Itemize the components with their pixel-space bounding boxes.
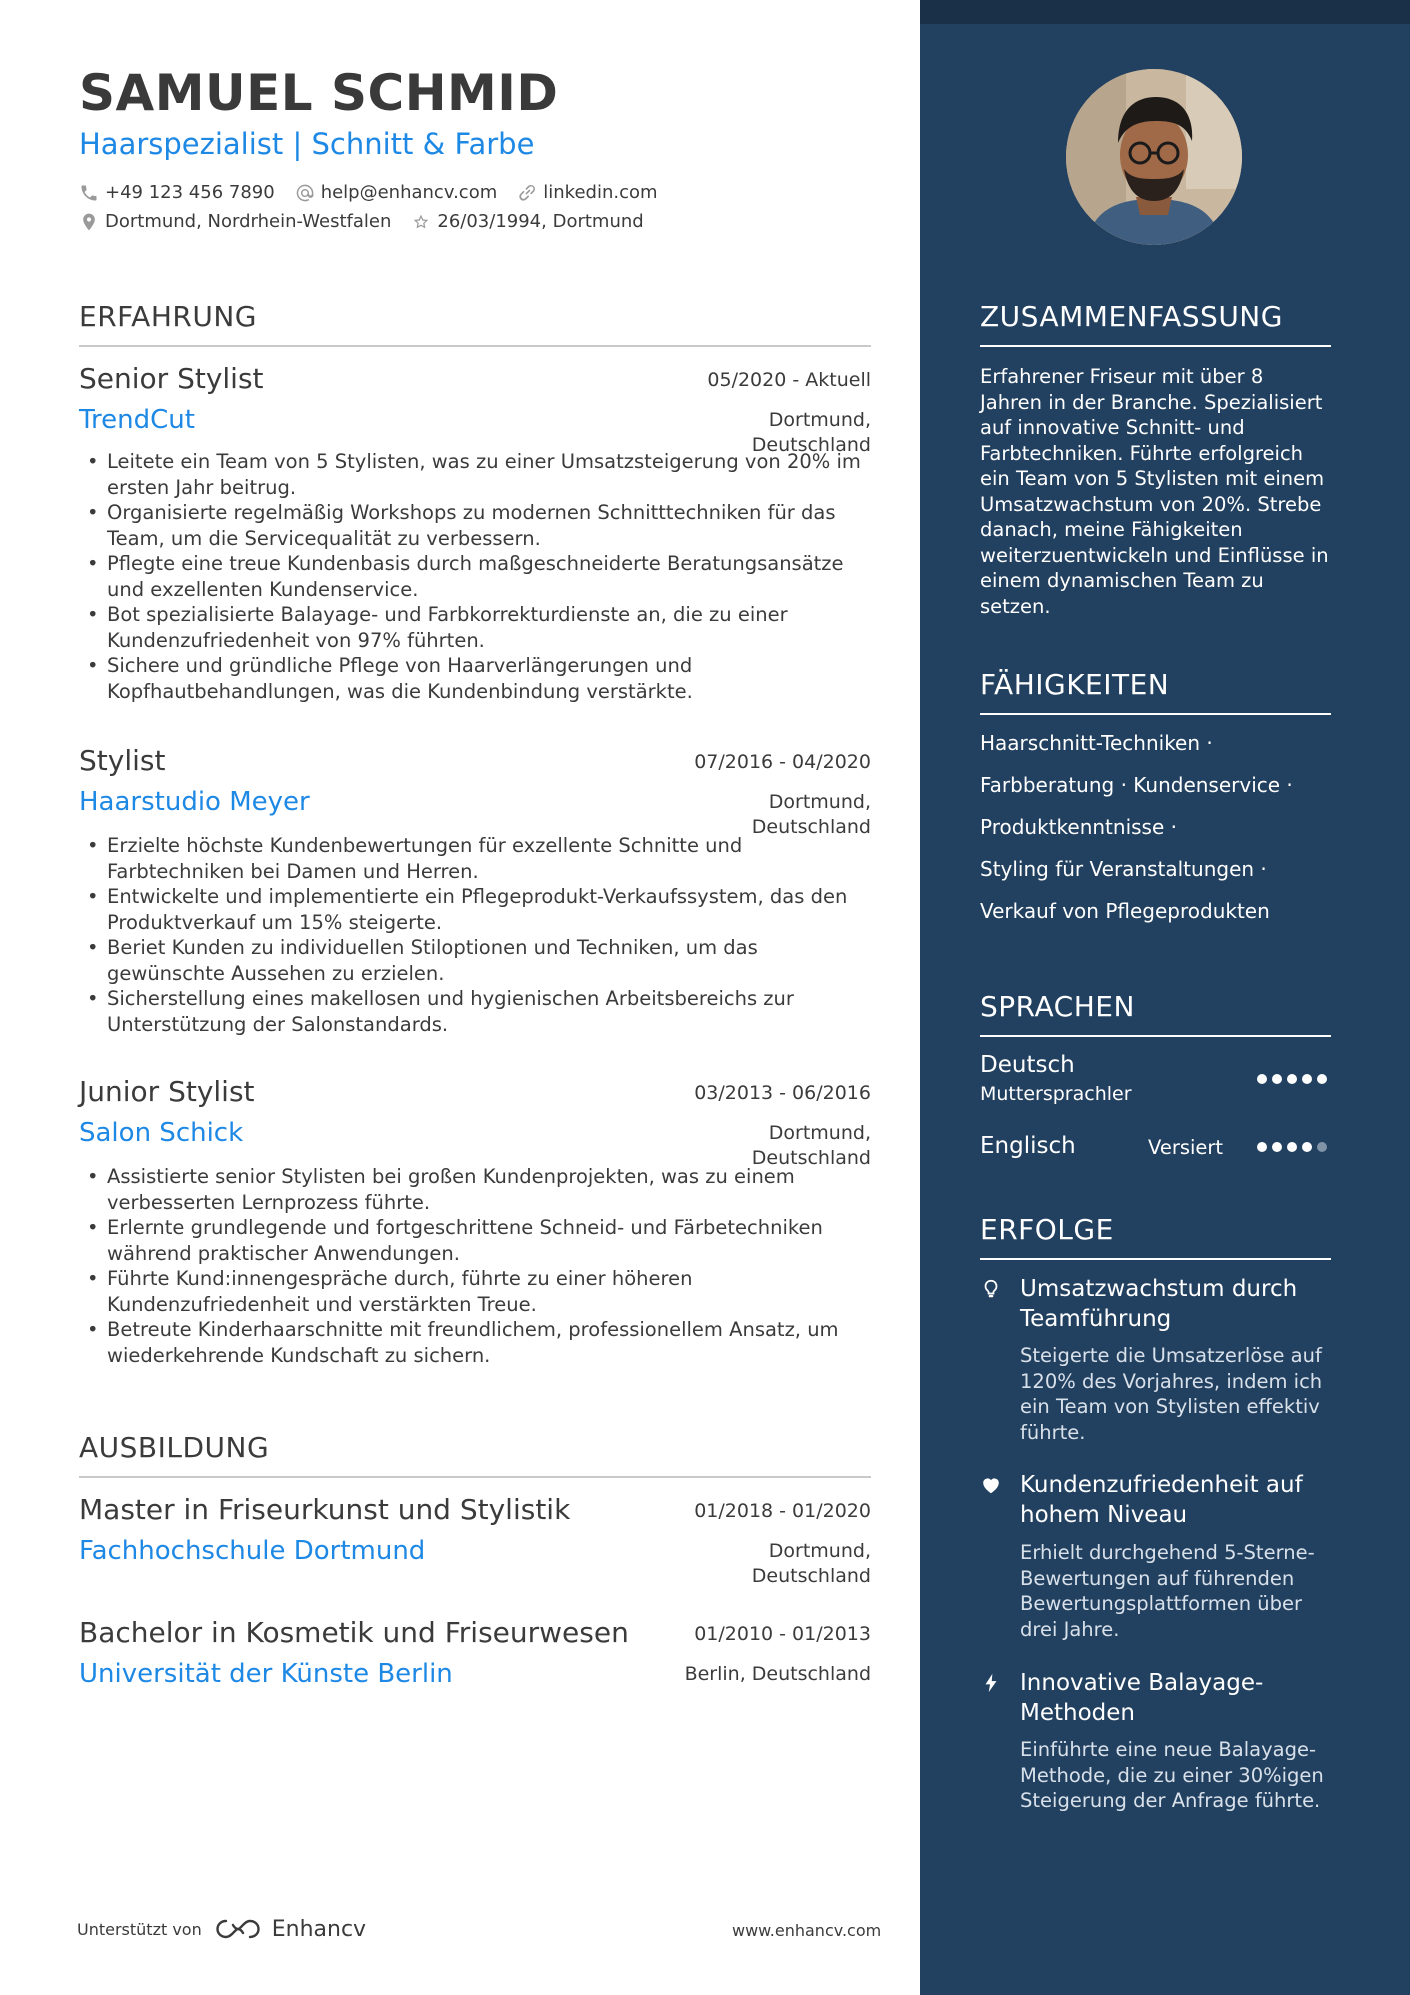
achievements-section-title: ERFOLGE — [980, 1213, 1114, 1246]
company-name: Salon Schick — [79, 1118, 244, 1148]
language-level: Muttersprachler — [980, 1083, 1132, 1105]
rating-dot — [1302, 1142, 1312, 1152]
achievement-title: Umsatzwachstum durch Teamführung — [1020, 1276, 1298, 1332]
job-dates: 03/2013 - 06/2016 — [694, 1082, 871, 1104]
education-dates: 01/2018 - 01/2020 — [694, 1500, 871, 1522]
job-location-line: Dortmund, — [768, 791, 871, 813]
sidebar-top-bar — [920, 0, 1410, 24]
company-name: Haarstudio Meyer — [79, 787, 310, 817]
heart-icon — [980, 1474, 1002, 1496]
lightbulb-icon — [980, 1278, 1002, 1300]
phone-text: +49 123 456 7890 — [105, 182, 275, 203]
job-bullets — [79, 1164, 871, 1368]
rating-dot — [1317, 1142, 1327, 1152]
contact-linkedin[interactable] — [517, 182, 657, 203]
candidate-headline: Haarspezialist | Schnitt & Farbe — [79, 127, 535, 161]
job-title: Senior Stylist — [79, 362, 264, 395]
link-icon — [517, 183, 537, 203]
experience-section-title: ERFAHRUNG — [79, 300, 257, 333]
contact-birth — [411, 211, 643, 232]
profile-photo — [1066, 69, 1242, 245]
candidate-name: SAMUEL SCHMID — [79, 64, 559, 122]
contact-phone — [79, 182, 275, 203]
bullet-item: • Sichere und gründliche Pflege von Haarverlängerungen und Kopfhautbehandlungen, was die Kundenbindung verstärkte. — [79, 653, 871, 704]
location-text: Dortmund, Nordrhein-Westfalen — [105, 211, 392, 232]
rating-dot — [1287, 1142, 1297, 1152]
job-location-line: Dortmund, — [768, 409, 871, 431]
enhancv-logo[interactable] — [214, 1916, 366, 1942]
experience-entry — [79, 744, 871, 1037]
bullet-item: • Sicherstellung eines makellosen und hygienischen Arbeitsbereichs zur Unterstützung der Salonstandards. — [79, 986, 871, 1037]
education-location-line: Dortmund, — [768, 1540, 871, 1562]
birth-text: 26/03/1994, Dortmund — [437, 211, 644, 232]
education-entry — [79, 1616, 871, 1689]
job-title: Stylist — [79, 744, 166, 777]
job-dates: 07/2016 - 04/2020 — [694, 751, 871, 773]
rating-dot — [1257, 1074, 1267, 1084]
degree-title: Master in Friseurkunst und Stylistik — [79, 1493, 571, 1526]
bullet-item: • Betreute Kinderhaarschnitte mit freundlichem, professionellem Ansatz, um wiederkehrende Kundschaft zu sichern. — [79, 1317, 871, 1368]
job-bullets — [79, 449, 871, 704]
summary-text: Erfahrener Friseur mit über 8 Jahren in der Branche. Spezialisiert auf innovative Schnitt- und Farbtechniken. Führte erfolgreich ein Team von 5 Stylisten mit einem Umsatzwachstum von 20%. Strebe danach, meine Fähigkeiten weiterzuentwickeln und Einflüsse in einem dynamischen Team zu setzen. — [980, 365, 1329, 618]
degree-title: Bachelor in Kosmetik und Friseurwesen — [79, 1616, 629, 1649]
skill-line: Haarschnitt-Techniken · — [980, 731, 1213, 755]
rating-dot — [1272, 1142, 1282, 1152]
bolt-icon — [980, 1672, 1002, 1694]
star-icon — [411, 212, 431, 232]
education-section-title: AUSBILDUNG — [79, 1431, 270, 1464]
language-name: Englisch — [980, 1133, 1076, 1159]
achievement-description: Erhielt durchgehend 5-Sterne-Bewertungen auf führenden Bewertungsplattformen über drei Jahre. — [1020, 1541, 1315, 1641]
skill-line: Styling für Veranstaltungen · — [980, 857, 1267, 881]
achievement-title: Kundenzufriedenheit auf hohem Niveau — [1020, 1472, 1303, 1528]
education-divider — [79, 1476, 871, 1478]
job-location-line: Deutschland — [751, 1147, 871, 1169]
footer-website[interactable]: www.enhancv.com — [732, 1921, 882, 1940]
infinity-logo-icon — [214, 1916, 262, 1942]
experience-divider — [79, 345, 871, 347]
achievement-description: Steigerte die Umsatzerlöse auf 120% des Vorjahres, indem ich ein Team von Stylisten effektiv führte. — [1020, 1344, 1323, 1444]
at-icon — [295, 183, 315, 203]
job-location-line: Dortmund, — [768, 1122, 871, 1144]
location-pin-icon — [79, 212, 99, 232]
achievement-title: Innovative Balayage-Methoden — [1020, 1670, 1264, 1726]
language-rating — [1257, 1074, 1332, 1084]
brand-name: Enhancv — [271, 1916, 367, 1942]
school-name: Fachhochschule Dortmund — [79, 1536, 426, 1566]
footer-branding — [77, 1916, 366, 1942]
contact-row-1 — [79, 182, 678, 203]
job-location-line: Deutschland — [751, 434, 871, 456]
education-location — [685, 1662, 871, 1687]
skills-divider — [980, 713, 1331, 715]
linkedin-text: linkedin.com — [543, 182, 658, 203]
bullet-item: • Führte Kund:innengespräche durch, führte zu einer höheren Kundenzufriedenheit und verstärkten Treue. — [79, 1266, 871, 1317]
bullet-item: • Erlernte grundlegende und fortgeschrittene Schneid- und Färbetechniken während praktischer Anwendungen. — [79, 1215, 871, 1266]
rating-dot — [1257, 1142, 1267, 1152]
languages-section-title: SPRACHEN — [980, 990, 1135, 1023]
achievements-divider — [980, 1258, 1331, 1260]
languages-divider — [980, 1035, 1331, 1037]
job-title: Junior Stylist — [79, 1075, 255, 1108]
education-entry — [79, 1493, 871, 1587]
language-rating — [1257, 1142, 1332, 1152]
skills-section-title: FÄHIGKEITEN — [980, 668, 1170, 701]
education-location — [752, 1539, 871, 1589]
bullet-item: • Leitete ein Team von 5 Stylisten, was zu einer Umsatzsteigerung von 20% im ersten Jahr beitrug. — [79, 449, 871, 500]
bullet-item: • Entwickelte und implementierte ein Pflegeprodukt-Verkaufssystem, das den Produktverkauf um 15% steigerte. — [79, 884, 871, 935]
contact-row-2 — [79, 211, 664, 232]
powered-by-text: Unterstützt von — [77, 1919, 202, 1939]
bullet-item: • Pflegte eine treue Kundenbasis durch maßgeschneiderte Beratungsansätze und exzellenten Kundenservice. — [79, 551, 871, 602]
bullet-item: • Erzielte höchste Kundenbewertungen für exzellente Schnitte und Farbtechniken bei Damen und Herren. — [79, 833, 871, 884]
achievement-description: Einführte eine neue Balayage-Methode, die zu einer 30%igen Steigerung der Anfrage führte. — [1020, 1738, 1324, 1812]
portrait-image — [1066, 69, 1242, 245]
education-location-line: Deutschland — [751, 1565, 871, 1587]
summary-section-title: ZUSAMMENFASSUNG — [980, 300, 1283, 333]
bullet-item: • Assistierte senior Stylisten bei großen Kundenprojekten, was zu einem verbesserten Lernprozess führte. — [79, 1164, 871, 1215]
education-location-line: Berlin, Deutschland — [684, 1663, 871, 1685]
bullet-item: • Organisierte regelmäßig Workshops zu modernen Schnitttechniken für das Team, um die Servicequalität zu verbessern. — [79, 500, 871, 551]
rating-dot — [1317, 1074, 1327, 1084]
phone-icon — [79, 183, 99, 203]
skill-line: Produktkenntnisse · — [980, 815, 1177, 839]
job-bullets — [79, 833, 871, 1037]
summary-divider — [980, 345, 1331, 347]
skill-line: Verkauf von Pflegeprodukten — [980, 899, 1270, 923]
rating-dot — [1302, 1074, 1312, 1084]
education-dates: 01/2010 - 01/2013 — [694, 1623, 871, 1645]
rating-dot — [1287, 1074, 1297, 1084]
experience-entry — [79, 362, 871, 704]
bullet-item: • Beriet Kunden zu individuellen Stiloptionen und Techniken, um das gewünschte Aussehen zu erzielen. — [79, 935, 871, 986]
skill-line: Farbberatung · Kundenservice · — [980, 773, 1293, 797]
language-name: Deutsch — [980, 1052, 1075, 1078]
contact-email[interactable] — [295, 182, 498, 203]
job-dates: 05/2020 - Aktuell — [707, 369, 871, 391]
job-location-line: Deutschland — [751, 816, 871, 838]
email-text: help@enhancv.com — [320, 182, 498, 203]
bullet-item: • Bot spezialisierte Balayage- und Farbkorrekturdienste an, die zu einer Kundenzufriedenheit von 97% führten. — [79, 602, 871, 653]
company-name: TrendCut — [79, 405, 195, 435]
experience-entry — [79, 1075, 871, 1368]
rating-dot — [1272, 1074, 1282, 1084]
language-level: Versiert — [1148, 1136, 1224, 1159]
contact-location — [79, 211, 391, 232]
school-name: Universität der Künste Berlin — [79, 1659, 453, 1689]
